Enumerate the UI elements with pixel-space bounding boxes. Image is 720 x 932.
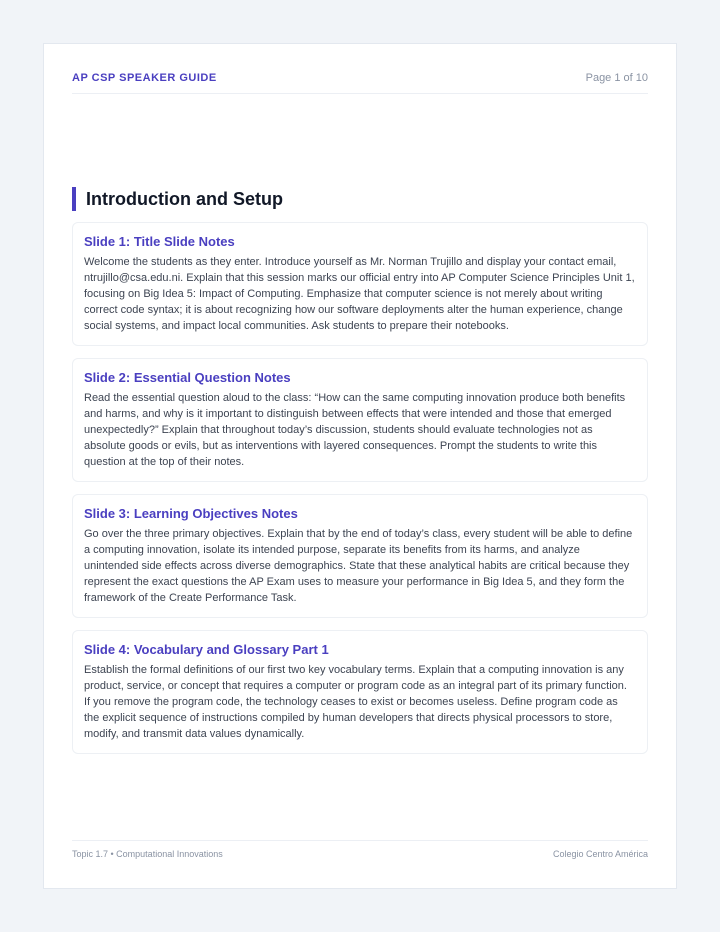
document-page bbox=[43, 43, 677, 889]
slide-note-body: Read the essential question aloud to the class: “How can the same computing innovation produce both benefits and harms, and why is it important to distinguish between effects that were intended and those that emerged unexpectedly?” Explain that throughout today’s discussion, students should evaluate technologies not as absolute goods or evils, but as interventions with layered consequences. Prompt the students to write this question at the top of their notes. bbox=[84, 392, 626, 468]
page-footer bbox=[72, 840, 648, 859]
slide-note-body: Establish the formal definitions of our first two key vocabulary terms. Explain that a computing innovation is any product, service, or concept that requires a computer or program code as an integral part of its primary function. If you remove the program code, the technology ceases to exist or becomes useless. Define program code as the explicit sequence of instructions compiled by human developers that directs physical processors to store, modify, and transmit data values dynamically. bbox=[84, 664, 627, 740]
slide-note-title: Slide 4: Vocabulary and Glossary Part 1 bbox=[84, 642, 329, 657]
slide-note-card bbox=[72, 358, 648, 482]
guide-title: AP CSP SPEAKER GUIDE bbox=[72, 72, 217, 84]
slide-note-title: Slide 3: Learning Objectives Notes bbox=[84, 506, 298, 521]
footer-topic: Topic 1.7 • Computational Innovations bbox=[72, 849, 223, 859]
slide-note-card bbox=[72, 222, 648, 346]
slide-note-title: Slide 2: Essential Question Notes bbox=[84, 370, 291, 385]
slide-note-card bbox=[72, 630, 648, 754]
slide-notes-list bbox=[72, 222, 648, 766]
slide-note-card bbox=[72, 494, 648, 618]
footer-school: Colegio Centro América bbox=[552, 849, 648, 859]
page-header bbox=[72, 72, 648, 94]
slide-note-body: Welcome the students as they enter. Introduce yourself as Mr. Norman Trujillo and display your contact email, ntrujillo@csa.edu.ni. Explain that this session marks our official entry into AP Computer Science Principles Unit 1, focusing on Big Idea 5: Impact of Computing. Emphasize that computer science is not merely about writing correct code syntax; it is about recognizing how our software deployments alter the human experience, change social systems, and impact local communities. Ask students to prepare their notebooks. bbox=[84, 256, 635, 332]
section-title: Introduction and Setup bbox=[72, 187, 283, 211]
page-indicator: Page 1 of 10 bbox=[585, 72, 648, 84]
slide-note-body: Go over the three primary objectives. Explain that by the end of today’s class, every student will be able to define a computing innovation, isolate its intended purpose, separate its benefits from its harms, and analyze unintended side effects across diverse demographics. State that these analytical habits are critical because they represent the exact questions the AP Exam uses to measure your performance in Big Idea 5, and they form the framework of the Create Performance Task. bbox=[84, 528, 633, 604]
slide-note-title: Slide 1: Title Slide Notes bbox=[84, 234, 235, 249]
